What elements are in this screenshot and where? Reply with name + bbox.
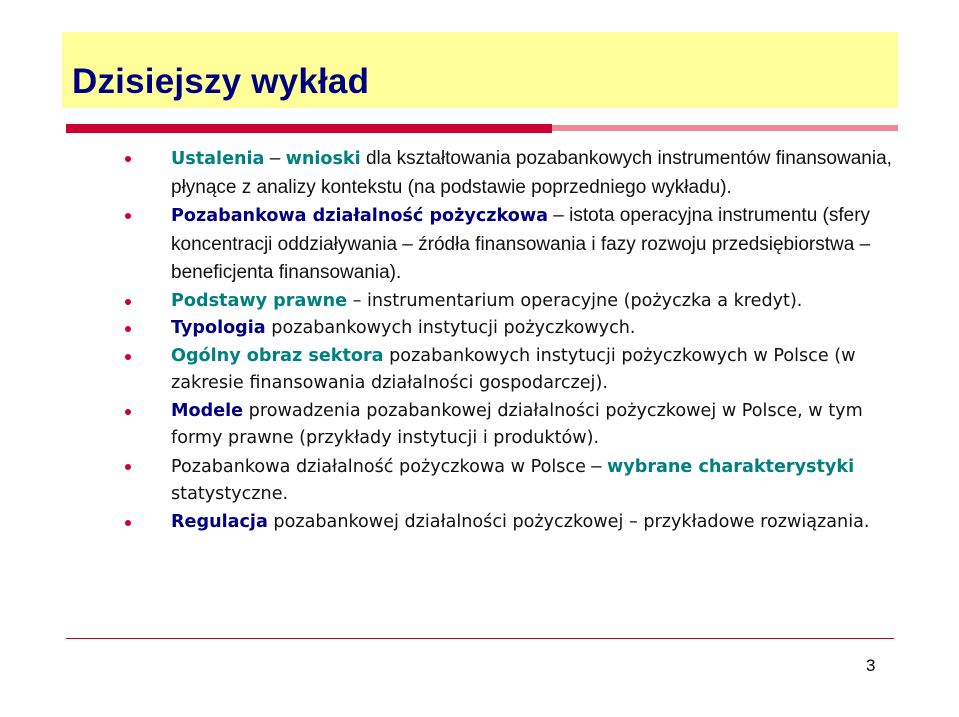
agenda-item-text: Ogólny obraz sektora pozabankowych instytucji pożyczkowych w Polsce (w zakresie finansowania działalności gospodarczej). xyxy=(171,345,856,393)
agenda-item-regulacja xyxy=(122,509,892,537)
agenda-item-typologia xyxy=(122,315,892,343)
agenda-item-ogolny-obraz xyxy=(122,343,892,398)
agenda-item-text: Ustalenia – wnioski dla kształtowania pozabankowych instrumentów finansowania, płynące z analizy kontekstu (na podstawie poprzedniego wykładu). xyxy=(171,148,892,198)
agenda-item-text: Regulacja pozabankowej działalności pożyczkowej – przykładowe rozwiązania. xyxy=(171,511,870,532)
agenda-item-charakterystyki xyxy=(122,453,892,509)
agenda-item-modele xyxy=(122,398,892,453)
bullet-dot-icon xyxy=(125,326,131,332)
agenda-list xyxy=(122,145,892,536)
bullet-dot-icon xyxy=(125,299,131,305)
title-underline-pink xyxy=(552,125,898,131)
agenda-item-text: Pozabankowa działalność pożyczkowa – istota operacyjna instrumentu (sfery koncentracji oddziaływania – źródła finansowania i fazy rozwoju przedsiębiorstwa – beneficjenta finansowania). xyxy=(171,205,871,283)
bullet-dot-icon xyxy=(125,354,131,360)
page-number: 3 xyxy=(866,656,876,675)
bullet-dot-icon xyxy=(125,409,131,415)
title-underline-red xyxy=(66,124,552,133)
agenda-item-pozabankowa-dzialalnosc xyxy=(122,202,892,288)
agenda-item-ustalenia xyxy=(122,145,892,202)
bullet-dot-icon xyxy=(125,464,131,470)
agenda-item-text: Pozabankowa działalność pożyczkowa w Polsce – wybrane charakterystyki statystyczne. xyxy=(171,455,855,504)
bullet-dot-icon xyxy=(125,520,131,526)
footer-rule xyxy=(66,638,894,639)
agenda-item-text: Podstawy prawne – instrumentarium operacyjne (pożyczka a kredyt). xyxy=(171,290,803,311)
bullet-dot-icon xyxy=(125,213,131,219)
bullet-dot-icon xyxy=(125,156,131,162)
agenda-item-text: Modele prowadzenia pozabankowej działalności pożyczkowej w Polsce, w tym formy prawne (przykłady instytucji i produktów). xyxy=(171,400,863,448)
slide-title: Dzisiejszy wykład xyxy=(72,62,370,101)
agenda-item-text: Typologia pozabankowych instytucji pożyczkowych. xyxy=(171,318,636,338)
agenda-item-podstawy-prawne xyxy=(122,288,892,316)
